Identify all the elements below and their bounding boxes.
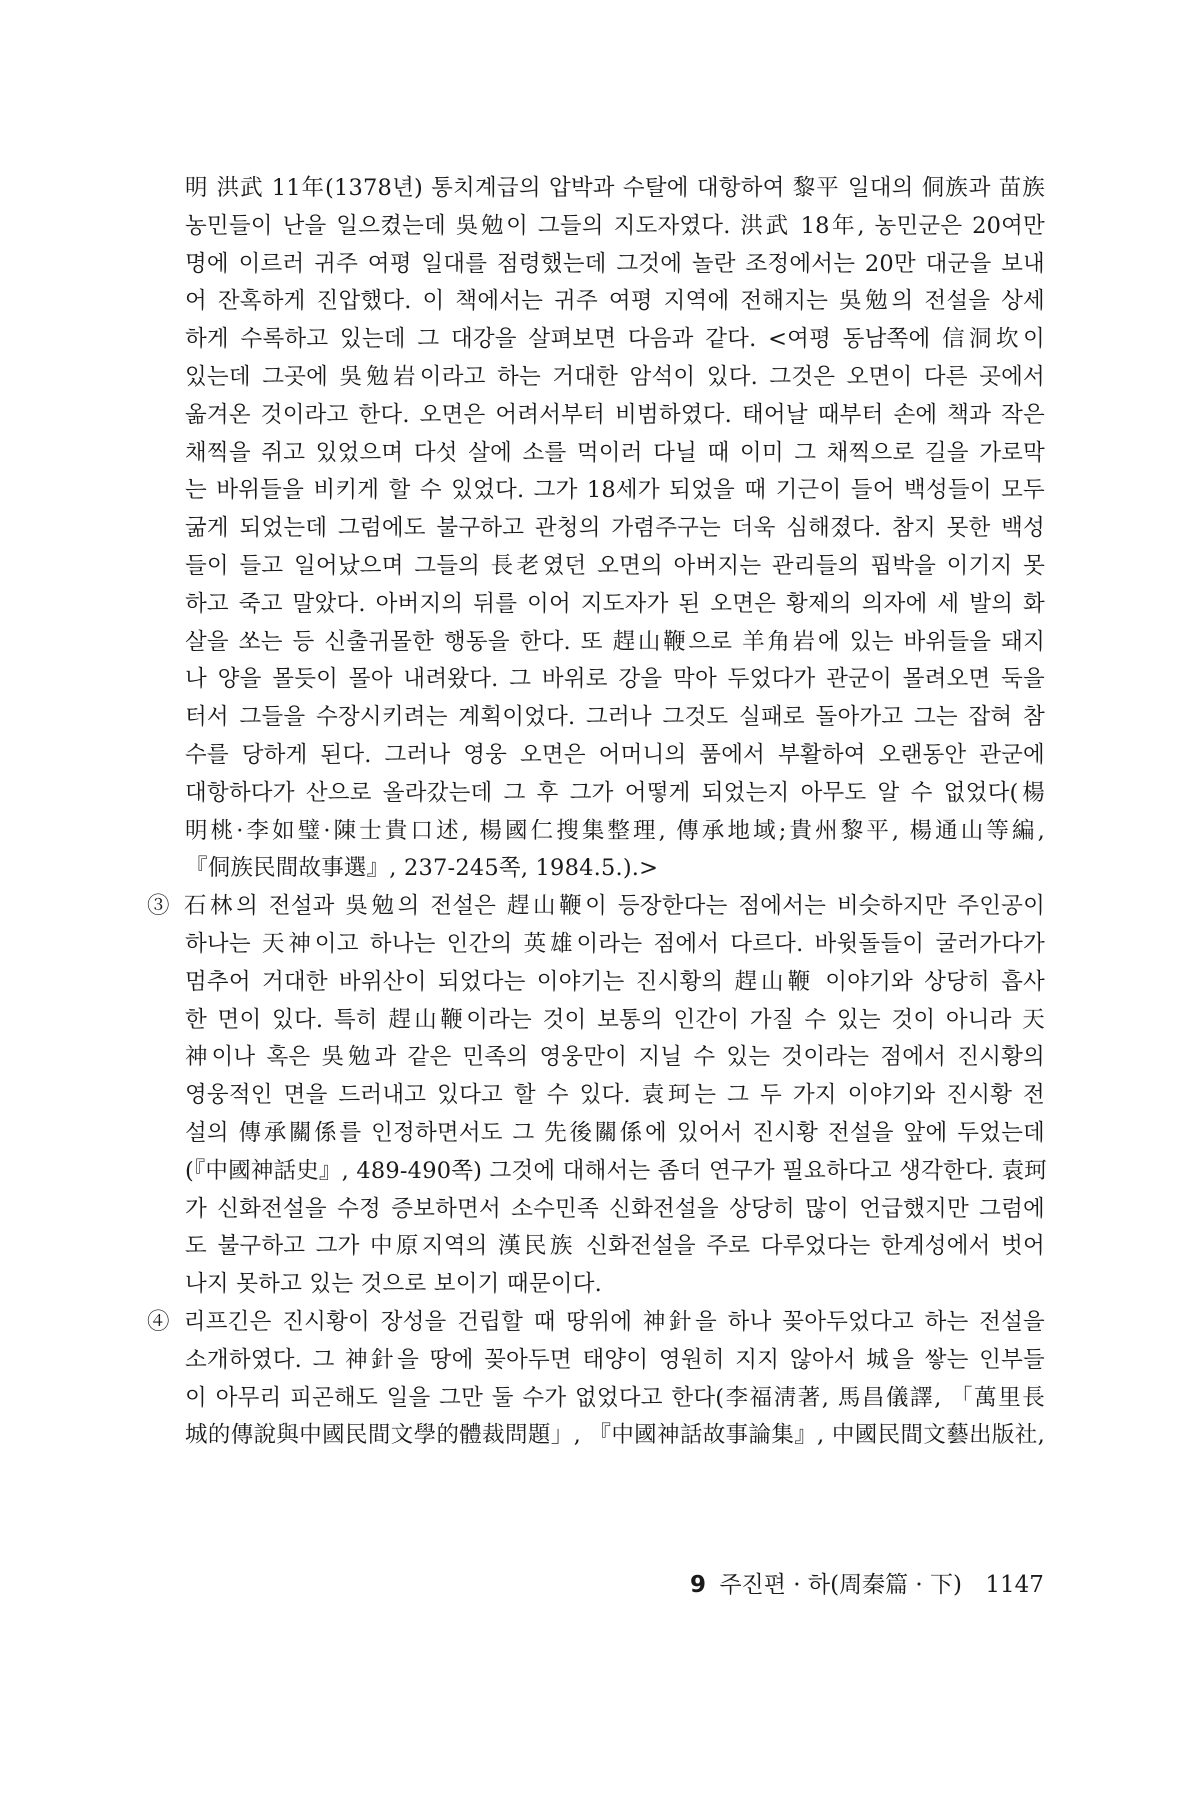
text-line: 이 아무리 피곤해도 일을 그만 둘 수가 없었다고 한다(李福淸著, 馬昌儀譯, 「萬里長 — [185, 1384, 1045, 1411]
page-footer — [690, 1566, 1044, 1599]
text-line: 도 불구하고 그가 中原지역의 漢民族 신화전설을 주로 다루었다는 한계성에서 벗어 — [185, 1233, 1045, 1260]
text-line: 옮겨온 것이라고 한다. 오면은 어려서부터 비범하였다. 태어날 때부터 손에 책과 작은 — [185, 401, 1045, 428]
text-line: 하고 죽고 말았다. 아버지의 뒤를 이어 지도자가 된 오면은 황제의 의자에 세 발의 화 — [185, 590, 1045, 617]
text-line: 살을 쏘는 등 신출귀몰한 행동을 한다. 또 趕山鞭으로 羊角岩에 있는 바위들을 돼지 — [185, 628, 1045, 655]
text-line: 농민들이 난을 일으켰는데 吳勉이 그들의 지도자였다. 洪武 18年, 농민군은 20여만 — [185, 212, 1045, 239]
text-line: 는 바위들을 비키게 할 수 있었다. 그가 18세가 되었을 때 기근이 들어 백성들이 모두 — [185, 477, 1045, 504]
text-line: 멈추어 거대한 바위산이 되었다는 이야기는 진시황의 趕山鞭 이야기와 상당히 흡사 — [185, 968, 1045, 995]
main-paragraph — [185, 170, 1045, 888]
text-line: (『中國神話史』, 489-490쪽) 그것에 대해서는 좀더 연구가 필요하다고 생각한다. 袁珂 — [185, 1157, 1047, 1184]
text-line: 있는데 그곳에 吳勉岩이라고 하는 거대한 암석이 있다. 그것은 오면이 다른 곳에서 — [185, 363, 1045, 390]
body-text — [147, 170, 1047, 1455]
note-4 — [147, 1304, 1045, 1455]
text-line: 터서 그들을 수장시키려는 계획이었다. 그러나 그것도 실패로 돌아가고 그는 잡혀 참 — [185, 704, 1045, 731]
note-3 — [147, 888, 1047, 1304]
text-line: 城的傳說與中國民間文學的體裁問題」, 『中國神話故事論集』, 中國民間文藝出版社, — [185, 1422, 1045, 1449]
text-line: 나 양을 몰듯이 몰아 내려왔다. 그 바위로 강을 막아 두었다가 관군이 몰려오면 둑을 — [185, 666, 1045, 693]
text-line: 설의 傳承關係를 인정하면서도 그 先後關係에 있어서 진시황 전설을 앞에 두었는데 — [185, 1119, 1045, 1146]
text-line: 소개하였다. 그 神針을 땅에 꽂아두면 태양이 영원히 지지 않아서 城을 쌓는 인부들 — [185, 1346, 1045, 1373]
text-line: 영웅적인 면을 드러내고 있다고 할 수 있다. 袁珂는 그 두 가지 이야기와 진시황 전 — [185, 1082, 1045, 1109]
text-line: 수를 당하게 된다. 그러나 영웅 오면은 어머니의 품에서 부활하여 오랜동안 관군에 — [185, 741, 1045, 768]
chapter-title: 주진편 · 하(周秦篇 · 下) — [719, 1572, 963, 1598]
text-line: 굶게 되었는데 그럼에도 불구하고 관청의 가렴주구는 더욱 심해졌다. 참지 못한 백성 — [185, 515, 1045, 542]
text-line: 『侗族民間故事選』, 237-245쪽, 1984.5.).> — [185, 855, 659, 882]
page-number: 1147 — [985, 1572, 1044, 1598]
text-line: 가 신화전설을 수정 증보하면서 소수민족 신화전설을 상당히 많이 언급했지만 그럼에 — [185, 1195, 1045, 1222]
text-line: 明桃·李如璧·陳士貴口述, 楊國仁搜集整理, 傳承地域;貴州黎平, 楊通山等編, — [185, 817, 1045, 844]
text-line: ④ 리프긴은 진시황이 장성을 건립할 때 땅위에 神針을 하나 꽂아두었다고 하는 전설을 — [147, 1308, 1045, 1335]
text-line: 대항하다가 산으로 올라갔는데 그 후 그가 어떻게 되었는지 아무도 알 수 없었다(楊 — [185, 779, 1045, 806]
text-line: 어 잔혹하게 진압했다. 이 책에서는 귀주 여평 지역에 전해지는 吳勉의 전설을 상세 — [185, 288, 1045, 315]
text-line: 나지 못하고 있는 것으로 보이기 때문이다. — [185, 1271, 603, 1298]
text-line: 하나는 天神이고 하나는 인간의 英雄이라는 점에서 다르다. 바윗돌들이 굴러가다가 — [185, 930, 1045, 957]
text-line: ③ 石林의 전설과 吳勉의 전설은 趕山鞭이 등장한다는 점에서는 비슷하지만 주인공이 — [147, 893, 1045, 920]
text-line: 들이 들고 일어났으며 그들의 長老였던 오면의 아버지는 관리들의 핍박을 이기지 못 — [185, 552, 1045, 579]
text-line: 명에 이르러 귀주 여평 일대를 점령했는데 그것에 놀란 조정에서는 20만 대군을 보내 — [185, 250, 1045, 277]
text-line: 채찍을 쥐고 있었으며 다섯 살에 소를 먹이러 다닐 때 이미 그 채찍으로 길을 가로막 — [185, 439, 1045, 466]
text-line: 神이나 혹은 吳勉과 같은 민족의 영웅만이 지닐 수 있는 것이라는 점에서 진시황의 — [185, 1044, 1045, 1071]
chapter-number: 9 — [690, 1572, 707, 1598]
text-line: 하게 수록하고 있는데 그 대강을 살펴보면 다음과 같다. <여평 동남쪽에 信洞坎이 — [185, 326, 1045, 353]
text-line: 明 洪武 11年(1378년) 통치계급의 압박과 수탈에 대항하여 黎平 일대의 侗族과 苗族 — [185, 175, 1045, 201]
text-line: 한 면이 있다. 특히 趕山鞭이라는 것이 보통의 인간이 가질 수 있는 것이 아니라 天 — [185, 1006, 1045, 1033]
